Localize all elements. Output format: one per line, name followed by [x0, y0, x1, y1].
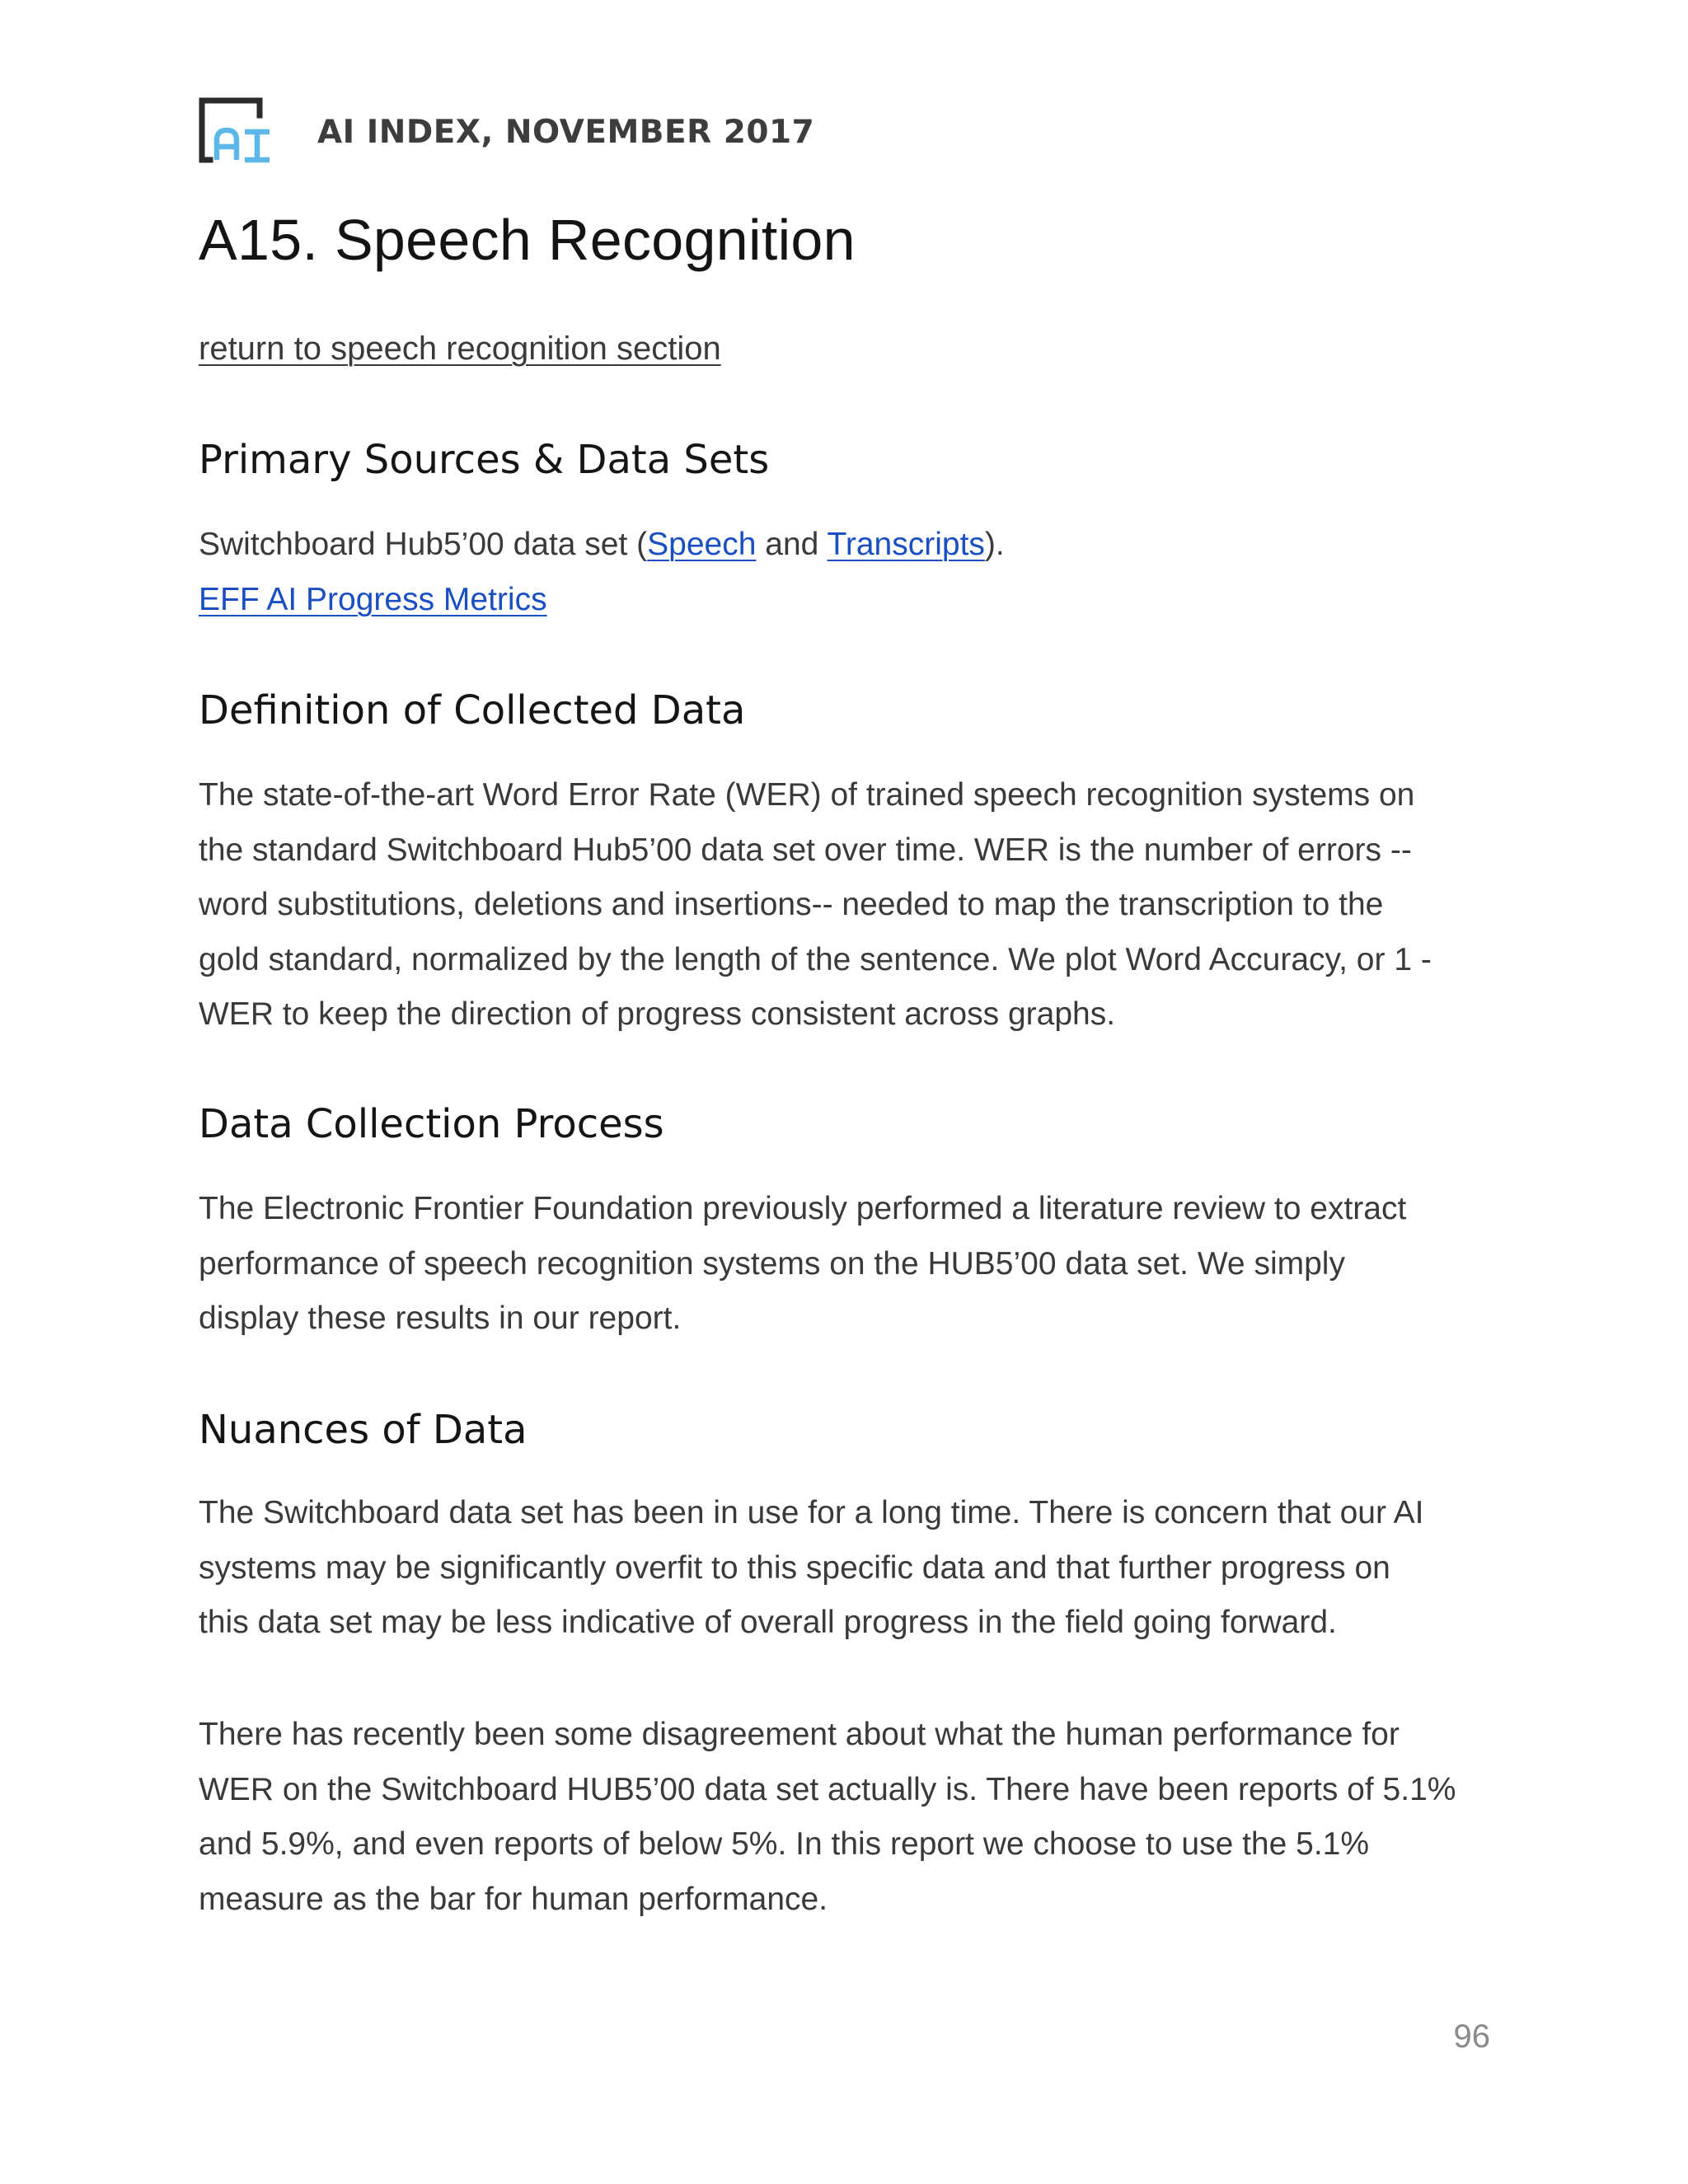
paragraph-line: WER on the Switchboard HUB5’00 data set actually is. There have been reports of 5.1%: [199, 1771, 1456, 1807]
page-header: [199, 97, 814, 163]
heading-data-collection: Data Collection Process: [199, 1101, 664, 1147]
paragraph-line: this data set may be less indicative of overall progress in the field going forward.: [199, 1605, 1337, 1640]
paragraph-line: The Electronic Frontier Foundation previously performed a literature review to extract: [199, 1191, 1407, 1226]
paragraph-line: The state-of-the-art Word Error Rate (WER) of trained speech recognition systems on: [199, 777, 1415, 813]
heading-definition: Definition of Collected Data: [199, 687, 746, 733]
ai-index-logo-mark: [199, 97, 271, 163]
sources-prefix: Switchboard Hub5’00 data set (: [199, 527, 648, 562]
transcripts-link[interactable]: Transcripts: [827, 527, 985, 562]
eff-progress-metrics-link[interactable]: EFF AI Progress Metrics: [199, 581, 547, 617]
paragraph-line: performance of speech recognition systems on the HUB5’00 data set. We simply: [199, 1245, 1345, 1282]
definition-paragraph: [199, 768, 1501, 1043]
sources-and: and: [756, 527, 828, 562]
paragraph-line: The Switchboard data set has been in use for a long time. There is concern that our AI: [199, 1495, 1424, 1530]
return-to-section-link[interactable]: return to speech recognition section: [199, 330, 721, 367]
paragraph-line: measure as the bar for human performance.: [199, 1881, 828, 1917]
process-paragraph: [199, 1182, 1501, 1347]
paragraph-line: gold standard, normalized by the length of the sentence. We plot Word Accuracy, or 1 -: [199, 941, 1432, 977]
nuances-paragraph-2: [199, 1708, 1501, 1927]
page-title: A15. Speech Recognition: [199, 208, 856, 272]
speech-link[interactable]: Speech: [647, 527, 757, 562]
sources-line: [199, 518, 1501, 573]
ai-index-logo: [199, 97, 271, 163]
heading-nuances: Nuances of Data: [199, 1407, 528, 1453]
eff-line: [199, 573, 1501, 628]
paragraph-line: the standard Switchboard Hub5’00 data set over time. WER is the number of errors --: [199, 832, 1412, 868]
paragraph-line: word substitutions, deletions and insertions-- needed to map the transcription to the: [199, 887, 1384, 922]
report-title: AI INDEX, NOVEMBER 2017: [317, 113, 815, 151]
page-number: 96: [1453, 2018, 1490, 2055]
sources-paragraph: [199, 518, 1501, 627]
nuances-paragraph-1: [199, 1486, 1501, 1651]
paragraph-line: WER to keep the direction of progress consistent across graphs.: [199, 996, 1116, 1032]
paragraph-line: systems may be significantly overfit to this specific data and that further progress on: [199, 1549, 1390, 1586]
sources-suffix: ).: [984, 527, 1005, 562]
paragraph-line: There has recently been some disagreement about what the human performance for: [199, 1717, 1400, 1752]
heading-primary-sources: Primary Sources & Data Sets: [199, 437, 770, 483]
paragraph-line: display these results in our report.: [199, 1301, 682, 1336]
paragraph-line: and 5.9%, and even reports of below 5%. In this report we choose to use the 5.1%: [199, 1826, 1370, 1862]
